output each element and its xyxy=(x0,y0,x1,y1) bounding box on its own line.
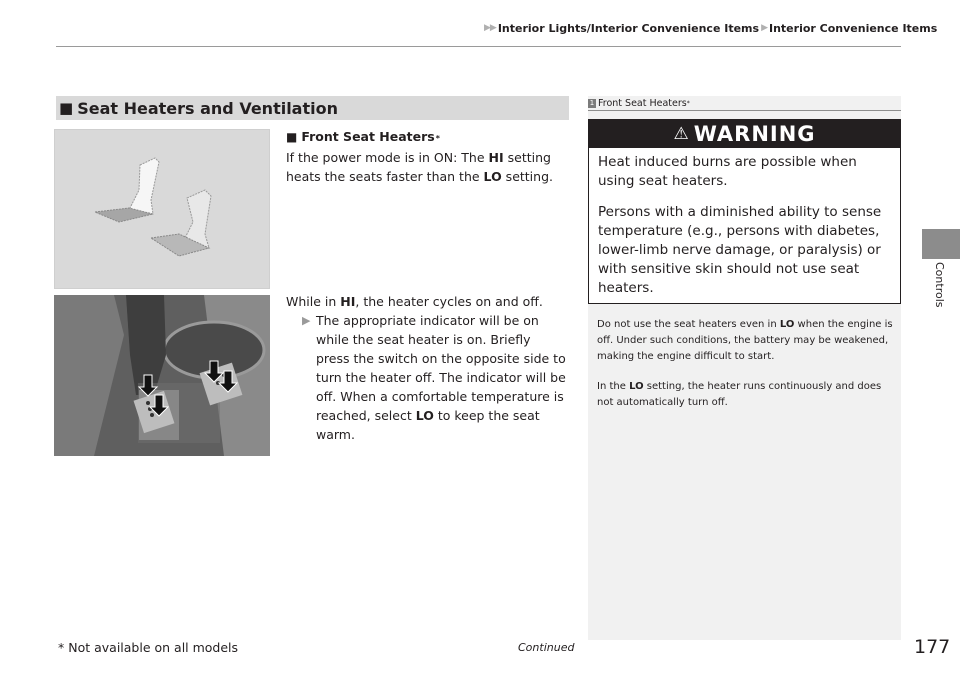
sidebar-notes xyxy=(597,317,893,425)
seat-illustration xyxy=(54,129,270,289)
subsection-heading xyxy=(286,127,570,148)
lo-setting-label: LO xyxy=(629,381,644,392)
breadcrumb-arrow-icon: ▶ xyxy=(761,23,767,33)
availability-asterisk: * xyxy=(435,134,440,143)
main-text-bottom xyxy=(286,292,570,444)
subsection-title: Front Seat Heaters xyxy=(301,129,435,144)
main-text-top xyxy=(286,127,570,186)
page-number: 177 xyxy=(914,636,951,658)
warning-paragraph-1: Heat induced burns are possible when using seat heaters. xyxy=(598,154,857,189)
sidebar-panel xyxy=(588,96,901,640)
passenger-seat-shape xyxy=(151,190,211,256)
warning-body xyxy=(589,148,900,298)
breadcrumb-item-2[interactable]: Interior Convenience Items xyxy=(769,21,938,35)
reference-number-icon: 1 xyxy=(589,99,595,107)
breadcrumb xyxy=(484,19,937,37)
breadcrumb-arrow-icon: ▶▶ xyxy=(484,23,496,33)
paragraph-power-mode: If the power mode is in ON: The HI setting heats the seats faster than the LO setting. xyxy=(286,150,553,184)
section-title: Seat Heaters and Ventilation xyxy=(77,98,338,118)
seat-heater-switch-photo xyxy=(54,295,270,456)
section-heading xyxy=(56,96,569,120)
hi-setting-label: HI xyxy=(488,150,504,165)
lo-setting-label: LO xyxy=(483,169,502,184)
chapter-tab-label[interactable]: Controls xyxy=(933,262,946,308)
continued-label: Continued xyxy=(518,641,575,654)
breadcrumb-item-1[interactable]: Interior Lights/Interior Convenience Items xyxy=(497,21,760,35)
warning-box xyxy=(588,119,901,304)
driver-seat-shape xyxy=(95,158,159,222)
section-marker-icon: ■ xyxy=(59,99,74,117)
sidebar-heading-text[interactable]: Front Seat Heaters xyxy=(598,97,687,109)
availability-asterisk: * xyxy=(686,99,690,107)
lo-setting-label: LO xyxy=(779,319,795,330)
chapter-tab-marker xyxy=(922,229,960,259)
subsection-marker-icon: ■ xyxy=(286,130,298,144)
note-bullet-text: The appropriate indicator will be on while the seat heater is on. Briefly press the switch on the opposite side to turn the heater off. The indicator will be off. When a comfortable temperature is reached, select LO to keep the seat warm. xyxy=(316,313,566,442)
warning-header xyxy=(589,120,900,148)
note-engine-off: Do not use the seat heaters even in LO when the engine is off. Under such conditions, the battery may be weakened, making the engine difficult to start. xyxy=(597,319,893,362)
note-bullet xyxy=(302,311,570,444)
bullet-arrow-icon: ▶ xyxy=(302,314,311,327)
footnote: * Not available on all models xyxy=(58,640,239,655)
paragraph-heater-cycle: While in HI, the heater cycles on and off. xyxy=(286,294,543,309)
lo-setting-label: LO xyxy=(415,408,434,423)
warning-title: WARNING xyxy=(693,122,816,146)
hi-setting-label: HI xyxy=(340,294,356,309)
warning-paragraph-2: Persons with a diminished ability to sense temperature (e.g., persons with diabetes, lower-limb nerve damage, or paralysis) or with sensitive skin should not use seat heaters. xyxy=(598,204,882,296)
header-divider xyxy=(56,46,901,47)
note-lo-continuous: In the LO setting, the heater runs continuously and does not automatically turn off. xyxy=(597,381,882,408)
warning-triangle-icon: ⚠ xyxy=(673,124,690,144)
sidebar-heading xyxy=(588,96,901,111)
